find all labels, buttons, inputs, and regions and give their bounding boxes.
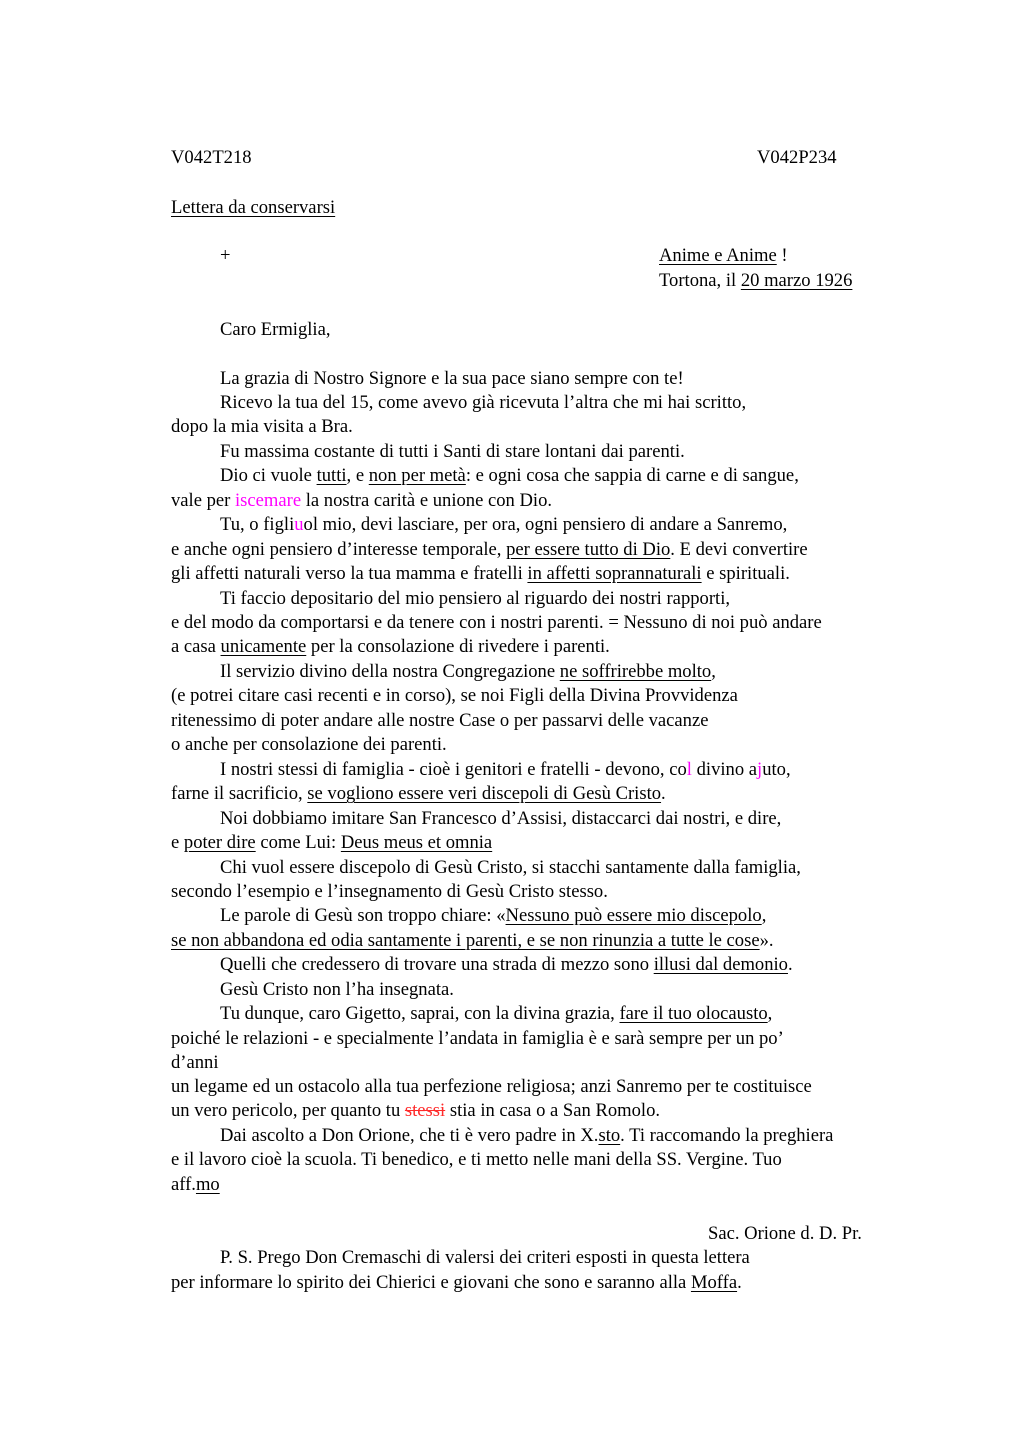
text-line: se non abbandona ed odia santamente i parenti, e se non rinunzia a tutte le cose». [171, 930, 774, 951]
text-line: ritenessimo di poter andare alle nostre Case o per passarvi delle vacanze [171, 710, 709, 731]
text-line: secondo l’esempio e l’insegnamento di Gesù Cristo stesso. [171, 881, 608, 902]
text-line: dopo la mia visita a Bra. [171, 416, 353, 437]
text-line: Noi dobbiamo imitare San Francesco d’Assisi, distaccarci dai nostri, e dire, [220, 808, 782, 829]
text-line: gli affetti naturali verso la tua mamma e fratelli in affetti soprannaturali e spirituali. [171, 563, 790, 584]
archive-code-left: V042T218 [171, 147, 252, 168]
text-line: Tu dunque, caro Gigetto, saprai, con la divina grazia, fare il tuo olocausto, [220, 1003, 773, 1024]
text-line: Ti faccio depositario del mio pensiero al riguardo dei nostri rapporti, [220, 588, 731, 609]
text-line: Dai ascolto a Don Orione, che ti è vero padre in X.sto. Ti raccomando la preghiera [220, 1125, 834, 1146]
text-line: Fu massima costante di tutti i Santi di stare lontani dai parenti. [220, 441, 685, 462]
text-line: Chi vuol essere discepolo di Gesù Cristo, si stacchi santamente dalla famiglia, [220, 857, 801, 878]
text-line: poiché le relazioni - e specialmente l’andata in famiglia è e sarà sempre per un po’ [171, 1028, 784, 1049]
text-line: aff.mo [171, 1174, 220, 1195]
text-line: un legame ed un ostacolo alla tua perfezione religiosa; anzi Sanremo per te costituisce [171, 1076, 812, 1097]
preservation-note: Lettera da conservarsi [171, 197, 336, 218]
signature: Sac. Orione d. D. Pr. [708, 1223, 862, 1244]
text-line: e del modo da comportarsi e da tenere con i nostri parenti. = Nessuno di noi può andare [171, 612, 822, 633]
text-line: Tu, o figliuol mio, devi lasciare, per ora, ogni pensiero di andare a Sanremo, [220, 514, 788, 535]
text-line: un vero pericolo, per quanto tu stessi stia in casa o a San Romolo. [171, 1100, 661, 1121]
motto: Anime e Anime ! [659, 245, 788, 266]
place-date: Tortona, il 20 marzo 1926 [659, 270, 853, 291]
cross-mark: + [220, 245, 231, 266]
text-line: farne il sacrificio, se vogliono essere veri discepoli di Gesù Cristo. [171, 783, 666, 804]
text-line: Le parole di Gesù son troppo chiare: «Nessuno può essere mio discepolo, [220, 905, 767, 926]
text-line: (e potrei citare casi recenti e in corso), se noi Figli della Divina Provvidenza [171, 685, 738, 706]
postscript-line: per informare lo spirito dei Chierici e giovani che sono e saranno alla Moffa. [171, 1272, 742, 1293]
text-line: e poter dire come Lui: Deus meus et omnia [171, 832, 493, 853]
text-line: Il servizio divino della nostra Congregazione ne soffrirebbe molto, [220, 661, 716, 682]
text-line: Ricevo la tua del 15, come avevo già ricevuta l’altra che mi hai scritto, [220, 392, 747, 413]
text-line: Dio ci vuole tutti, e non per metà: e ogni cosa che sappia di carne e di sangue, [220, 465, 799, 486]
text-line: La grazia di Nostro Signore e la sua pace siano sempre con te! [220, 368, 684, 389]
salutation: Caro Ermiglia, [220, 319, 331, 340]
text-line: e anche ogni pensiero d’interesse temporale, per essere tutto di Dio. E devi convertire [171, 539, 808, 560]
text-line: Gesù Cristo non l’ha insegnata. [220, 979, 454, 1000]
postscript-line: P. S. Prego Don Cremaschi di valersi dei criteri esposti in questa lettera [220, 1247, 750, 1268]
archive-code-right: V042P234 [757, 147, 837, 168]
text-line: a casa unicamente per la consolazione di rivedere i parenti. [171, 636, 610, 657]
text-line: d’anni [171, 1052, 219, 1073]
text-line: I nostri stessi di famiglia - cioè i genitori e fratelli - devono, col divino ajuto, [220, 759, 791, 780]
text-line: e il lavoro cioè la scuola. Ti benedico, e ti metto nelle mani della SS. Vergine. Tuo [171, 1149, 782, 1170]
text-line: vale per iscemare la nostra carità e unione con Dio. [171, 490, 553, 511]
text-line: o anche per consolazione dei parenti. [171, 734, 447, 755]
text-line: Quelli che credessero di trovare una strada di mezzo sono illusi dal demonio. [220, 954, 793, 975]
